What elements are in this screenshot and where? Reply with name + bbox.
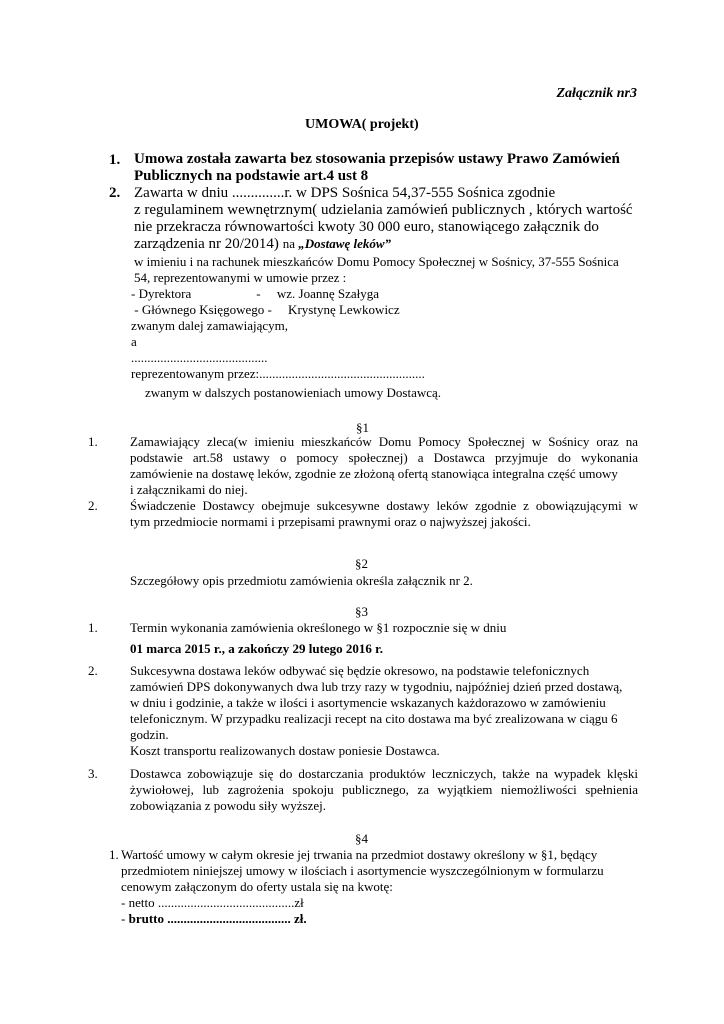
section-2-heading: §2 xyxy=(355,556,368,571)
gross-amount-line xyxy=(121,911,307,927)
section-1-item-1-number: 1. xyxy=(88,434,98,449)
gross-dash: - xyxy=(121,911,129,926)
net-amount-line: - netto ..........................................zł xyxy=(121,895,304,910)
supplier-name-blank: .......................................... xyxy=(131,350,268,365)
section-3-item-1-line: Termin wykonania zamówienia określonego w §1 rozpocznie się w dniu xyxy=(130,620,507,635)
section-3-item-2-line: telefonicznym. W przypadku realizacji recept na cito dostawa ma być zrealizowana w ciągu 6 xyxy=(130,711,618,726)
contract-term-dates: 01 marca 2015 r., a zakończy 29 lutego 2016 r. xyxy=(130,641,383,656)
regulation-text: zarządzenia nr 20/2014) xyxy=(134,236,283,252)
intro-item-1-number: 1. xyxy=(109,152,121,168)
accountant-line: - Głównego Księgowego - Krystynę Lewkowicz xyxy=(131,302,400,317)
section-4-item-1-line: cenowym załączonym do oferty ustala się na kwotę: xyxy=(121,879,393,894)
section-3-item-3-line: zobowiązania z powodu siły wyższej. xyxy=(130,798,327,813)
director-line: - Dyrektora - wz. Joannę Szałyga xyxy=(131,286,380,301)
section-1-item-2-line: tym przedmiocie normami i przepisami prawnymi oraz o najwyższej jakości. xyxy=(130,514,531,529)
section-1-item-1-line: Zamawiający zleca(w imieniu mieszkańców Domu Pomocy Społecznej w Sośnicy oraz na xyxy=(130,434,638,449)
section-4-heading: §4 xyxy=(355,831,368,846)
section-1-item-1-line: podstawie art.58 ustawy o pomocy społecznej) a Dostawca przyjmuje do wykonania xyxy=(130,450,638,465)
intro-item-2-line: zwanym w dalszych postanowieniach umowy Dostawcą. xyxy=(145,385,442,400)
section-3-item-2-line: w dniu i godzinie, a także w ilości i asortymencie wskazanych każdorazowo w zamówieniu xyxy=(130,695,606,710)
intro-item-2-number: 2. xyxy=(109,185,121,201)
subject-title: „Dostawę leków” xyxy=(298,236,392,251)
section-1-item-2-line: Świadczenie Dostawcy obejmuje sukcesywne dostawy leków zgodnie z obowiązującymi w xyxy=(130,498,638,513)
section-3-item-2-line: Koszt transportu realizowanych dostaw poniesie Dostawca. xyxy=(130,743,440,758)
section-1-item-1-line: zamówienie na dostawę leków, zgodnie ze złożoną ofertą stanowiąca integralna część umowy xyxy=(130,466,618,481)
represented-by-line: reprezentowanym przez:................................................... xyxy=(131,366,425,381)
section-2-text: Szczegółowy opis przedmiotu zamówienia określa załącznik nr 2. xyxy=(130,573,473,588)
section-3-item-2-line: zamówień DPS dokonywanych dwa lub trzy razy w tygodniu, najpóźniej dzień przed dostawą, xyxy=(130,679,623,694)
intro-item-2-line xyxy=(134,235,391,253)
document-title: UMOWA( projekt) xyxy=(305,117,419,132)
intro-item-2-line: nie przekracza równowartości kwoty 30 000 euro, stanowiącego załącznik do xyxy=(134,219,599,235)
gross-amount-text: brutto ...................................... zł. xyxy=(128,911,307,926)
intro-item-2-line: 54, reprezentowanymi w umowie przez : xyxy=(134,270,347,285)
on-text: na xyxy=(282,236,299,251)
section-3-item-3-line: żywiołowej, lub zagrożenia spokoju publicznego, za wyjątkiem niemożliwości spełnienia xyxy=(130,782,638,797)
attachment-label: Załącznik nr3 xyxy=(556,86,637,101)
section-3-item-3-number: 3. xyxy=(88,766,98,781)
section-3-item-3-line: Dostawca zobowiązuje się do dostarczania produktów leczniczych, także na wypadek klęski xyxy=(130,766,638,781)
section-1-item-2-number: 2. xyxy=(88,498,98,513)
intro-item-1-line: Publicznych na podstawie art.4 ust 8 xyxy=(134,168,369,184)
intro-item-1-line: Umowa została zawarta bez stosowania przepisów ustawy Prawo Zamówień xyxy=(134,151,620,167)
intro-item-2-line: zwanym dalej zamawiającym, xyxy=(131,318,289,333)
section-3-item-1-number: 1. xyxy=(88,620,98,635)
intro-item-2-line: w imieniu i na rachunek mieszkańców Domu Pomocy Społecznej w Sośnicy, 37-555 Sośnica xyxy=(134,254,619,269)
section-4-item-1-line: przedmiotem niniejszej umowy w ilościach i asortymencie wyszczególnionym w formularzu xyxy=(121,863,604,878)
section-1-heading: §1 xyxy=(356,420,369,435)
section-1-item-1-line: i załącznikami do niej. xyxy=(130,482,248,497)
section-4-item-1-number: 1. xyxy=(109,847,119,862)
intro-item-2-line: a xyxy=(131,334,137,349)
section-3-item-2-number: 2. xyxy=(88,663,98,678)
section-4-item-1-line: Wartość umowy w całym okresie jej trwania na przedmiot dostawy określony w §1, będący xyxy=(121,847,598,862)
section-3-item-2-line: godzin. xyxy=(130,727,169,742)
intro-item-2-line: Zawarta w dniu ..............r. w DPS Sośnica 54,37-555 Sośnica zgodnie xyxy=(134,185,556,201)
intro-item-2-line: z regulaminem wewnętrznym( udzielania zamówień publicznych , których wartość xyxy=(134,202,633,218)
section-3-item-2-line: Sukcesywna dostawa leków odbywać się będzie okresowo, na podstawie telefonicznych xyxy=(130,663,590,678)
section-3-heading: §3 xyxy=(355,604,368,619)
